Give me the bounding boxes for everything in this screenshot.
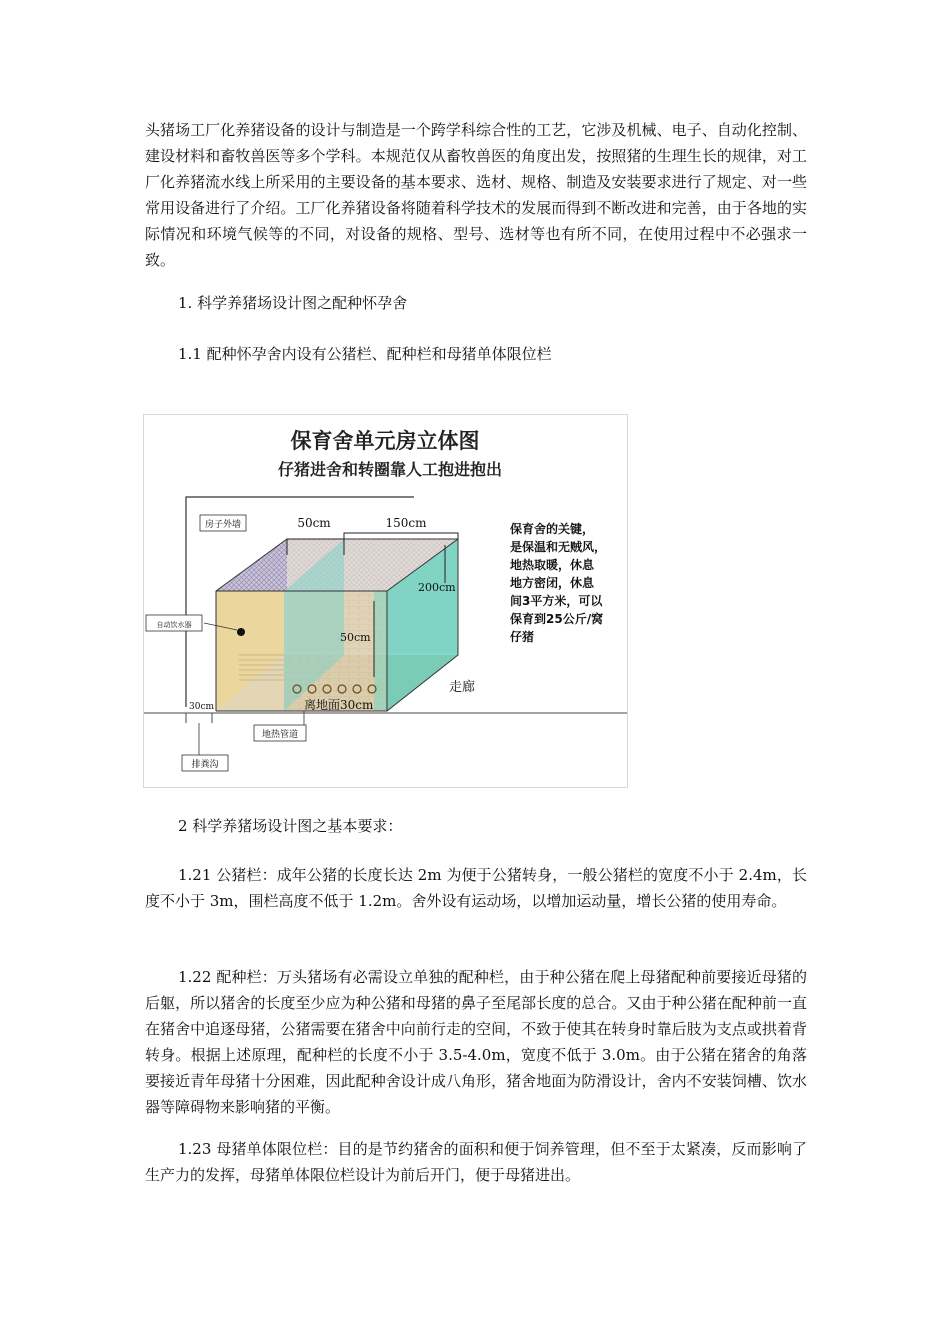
svg-text:房子外墙: 房子外墙 — [204, 520, 242, 530]
nursery-diagram-svg — [144, 415, 627, 787]
dim-200cm: 200cm — [418, 581, 456, 594]
dim-30cm: 30cm — [189, 702, 215, 712]
pen-partition-front — [374, 591, 387, 711]
drinker-dot — [237, 628, 245, 636]
floor-height-label: 离地面30cm — [304, 698, 374, 712]
dim-50cm-top: 50cm — [297, 516, 331, 530]
tag-heating-pipe — [254, 725, 306, 741]
paragraph-122: 1.22 配种栏：万头猪场有必需设立单独的配种栏，由于种公猪在爬上母猪配种前要接近母猪的后躯，所以猪舍的长度至少应为种公猪和母猪的鼻子至尾部长度的总合。又由于种公猪在配种前一直在猪舍中追逐母猪，公猪需要在猪舍中向前行走的空间，不致于使其在转身时靠后肢为支点或拱着背转身。根据上述原理，配种栏的长度不小于 3.5-4.0m，宽度不低于 3.0m。由于公猪在猪舍的角落要接近青年母猪十分困难，因此配种舍设计成八角形，猪舍地面为防滑设计，舍内不安装饲槽、饮水器等障碍物来影响猪的平衡。 — [145, 968, 807, 1116]
section1-heading: 1. 科学养猪场设计图之配种怀孕舍 — [178, 294, 408, 312]
note-line-3: 地热取暖，休息 — [510, 558, 595, 572]
paragraph-121: 1.21 公猪栏：成年公猪的长度长达 2m 为便于公猪转身，一般公猪栏的宽度不小于 2.4m，长度不小于 3m，围栏高度不低于 1.2m。舍外设有运动场，以增加运动量，增长公猪的使用寿命。 — [145, 866, 807, 910]
note-line-2: 是保温和无贼风， — [510, 540, 607, 554]
dim-50cm-mid: 50cm — [340, 631, 371, 644]
section2-heading: 2 科学养猪场设计图之基本要求： — [178, 817, 403, 835]
corridor-label: 走廊 — [449, 680, 476, 695]
section1-subheading: 1.1 配种怀孕舍内设有公猪栏、配种栏和母猪单体限位栏 — [178, 345, 552, 363]
svg-text:自动饮水器: 自动饮水器 — [156, 621, 192, 629]
tag-drinker — [146, 615, 202, 631]
note-line-1: 保育舍的关键， — [510, 522, 595, 536]
diagram-subtitle: 仔猪进舍和转圈靠人工抱进抱出 — [277, 460, 503, 479]
diagram-note — [510, 521, 606, 644]
nursery-diagram — [143, 414, 628, 788]
note-line-7: 仔猪 — [510, 630, 535, 644]
note-line-4: 地方密闭，休息 — [510, 576, 595, 590]
tag-outer-wall — [200, 515, 246, 531]
dim-150cm: 150cm — [385, 516, 427, 530]
intro-paragraph: 头猪场工厂化养猪设备的设计与制造是一个跨学科综合性的工艺，它涉及机械、电子、自动化控制、建设材料和畜牧兽医等多个学科。本规范仅从畜牧兽医的角度出发，按照猪的生理生长的规律，对工厂化养猪流水线上所采用的主要设备的基本要求、选材、规格、制造及安装要求进行了规定、对一些常用设备进行了介绍。工厂化养猪设备将随着科学技术的发展而得到不断改进和完善，由于各地的实际情况和环境气候等的不同，对设备的规格、型号、选材等也有所不同，在使用过程中不必强求一致。 — [145, 121, 807, 269]
paragraph-123: 1.23 母猪单体限位栏：目的是节约猪舍的面积和便于饲养管理，但不至于太紧凑，反而影响了生产力的发挥，母猪单体限位栏设计为前后开门，便于母猪进出。 — [145, 1140, 807, 1184]
diagram-title: 保育舍单元房立体图 — [290, 429, 480, 453]
tag-drain — [182, 755, 228, 771]
svg-text:排粪沟: 排粪沟 — [191, 760, 219, 770]
svg-text:地热管道: 地热管道 — [261, 730, 299, 740]
note-line-5: 间3平方米，可以 — [510, 594, 603, 608]
dim-150cm-bracket — [344, 533, 458, 539]
note-line-6: 保育到25公斤/窝 — [510, 612, 604, 626]
